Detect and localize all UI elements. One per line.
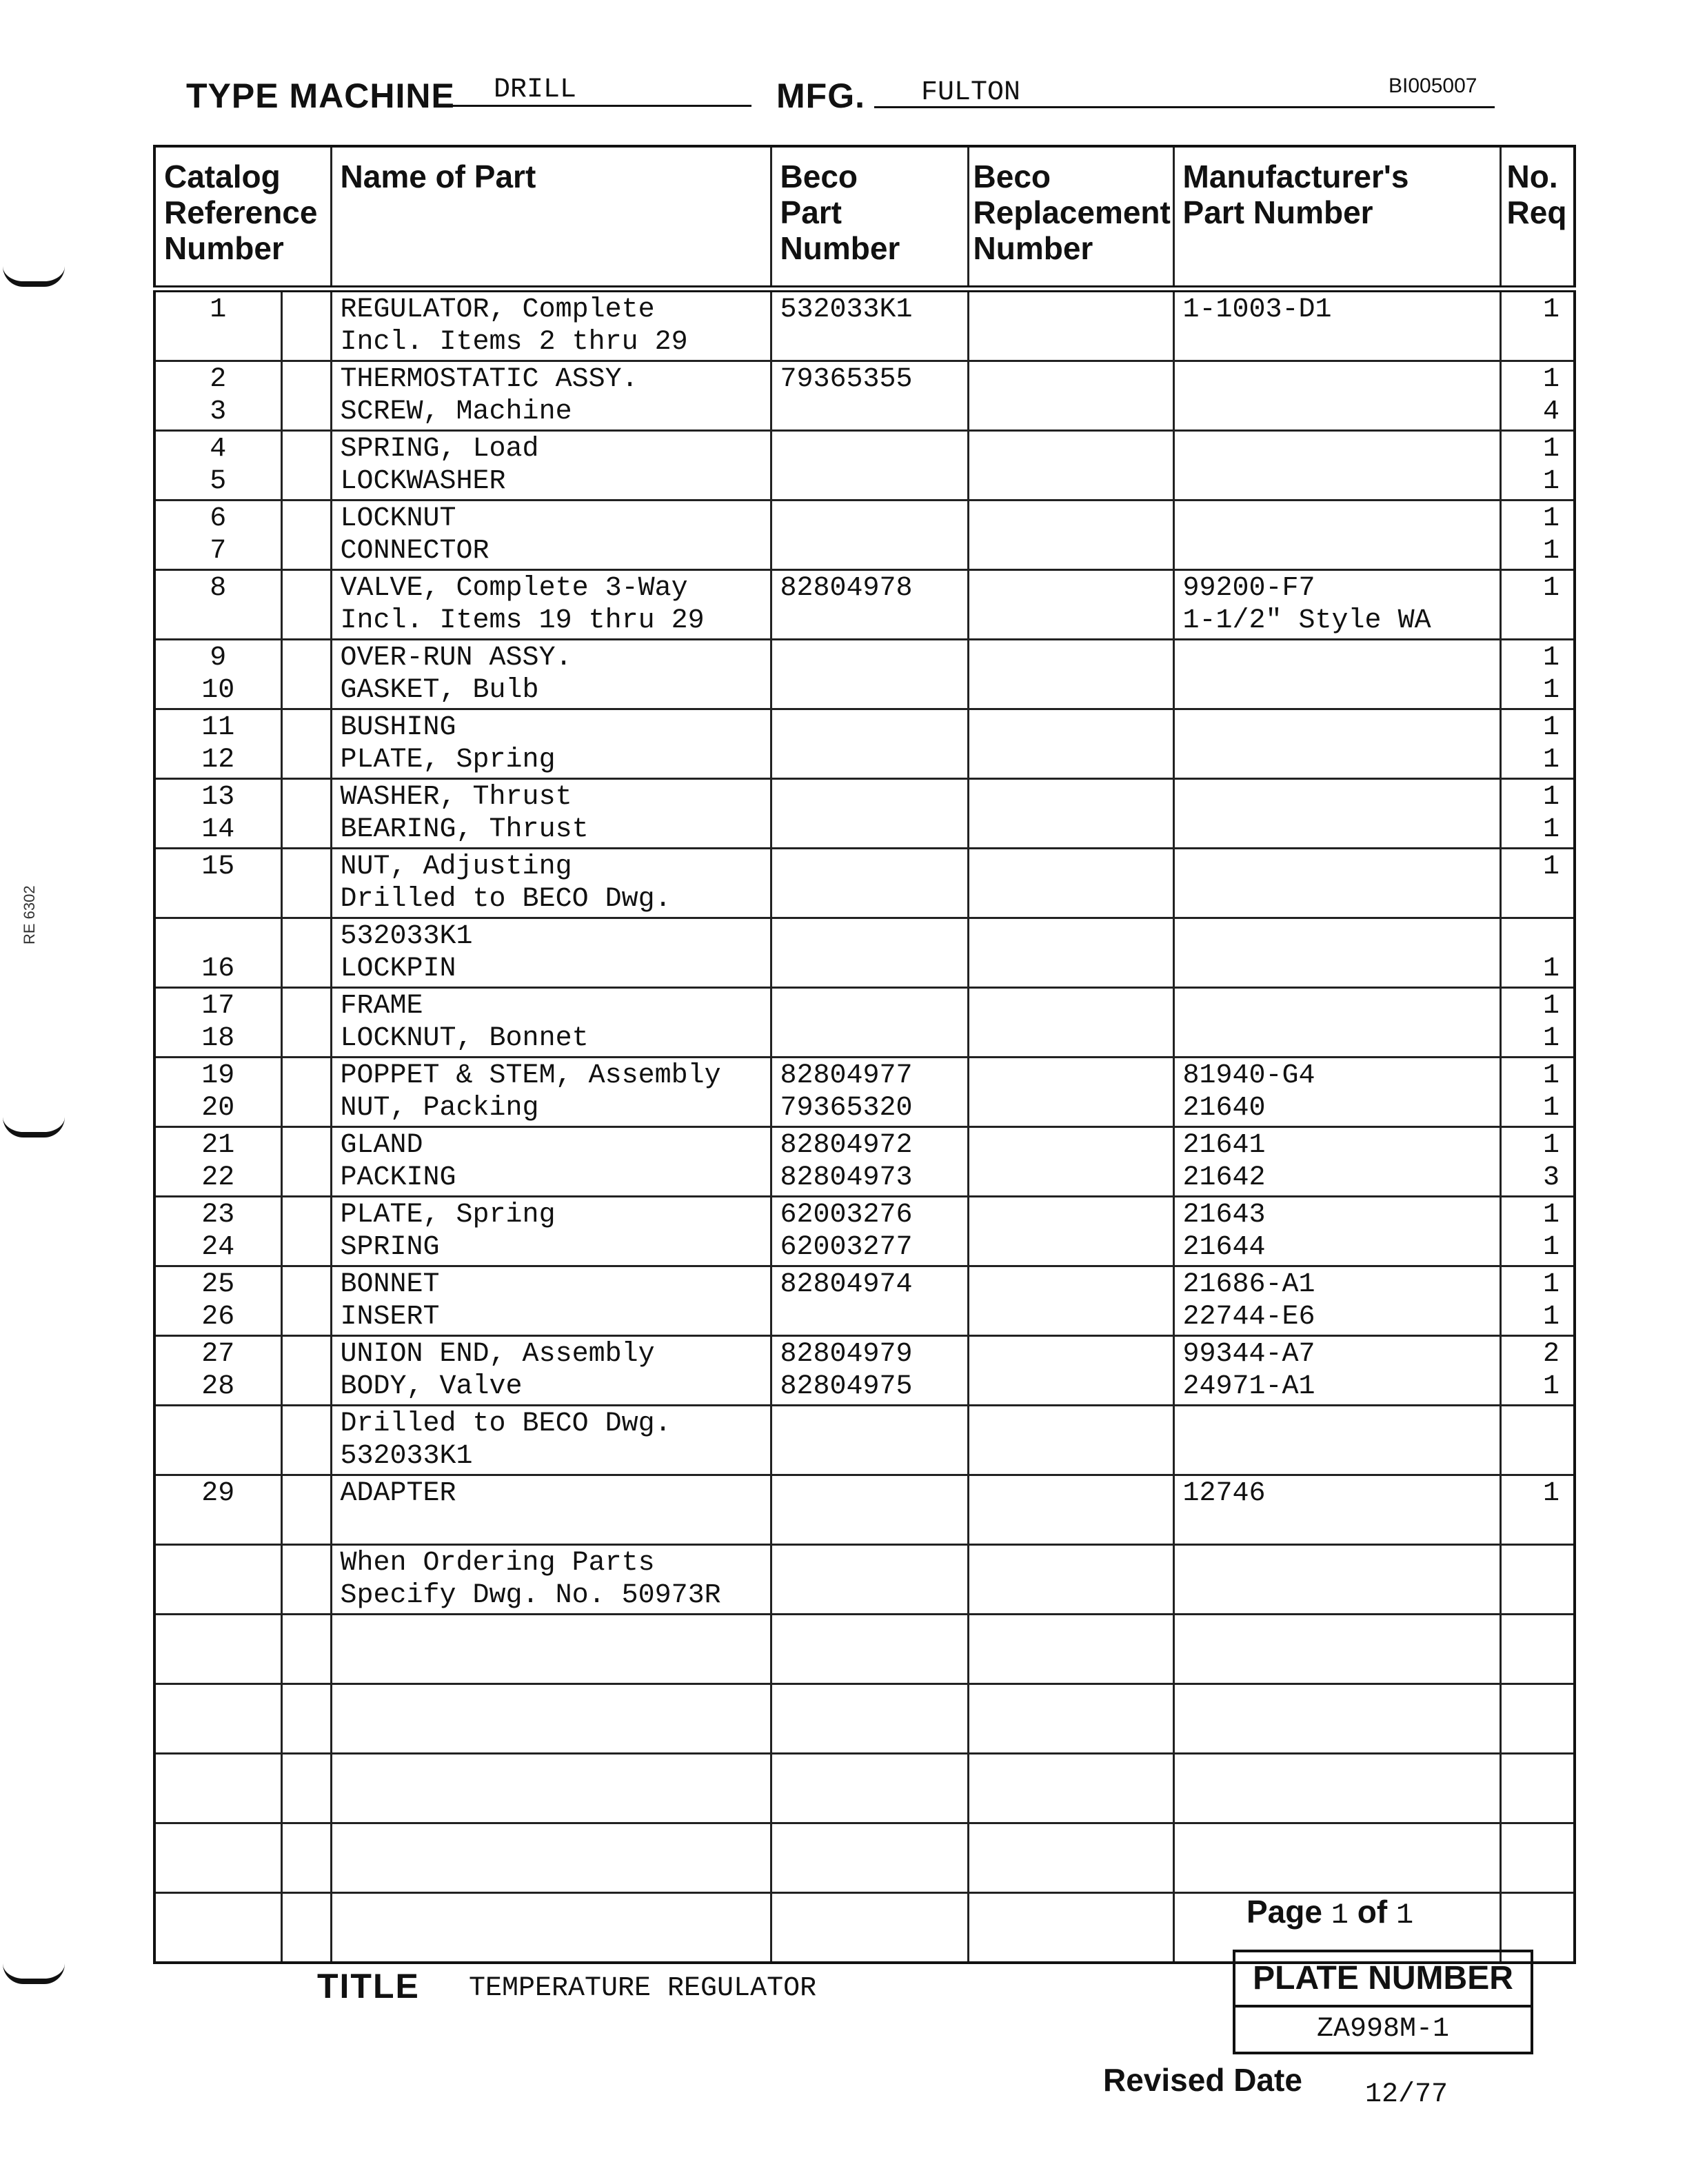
cell-catalog-ref: 27 28 (154, 1336, 281, 1406)
cell-catalog-ref: 1 (154, 289, 281, 361)
cell-sub-ref (281, 1336, 331, 1406)
cell-catalog-ref (154, 1545, 281, 1615)
cell-sub-ref (281, 1754, 331, 1823)
cell-part-name: POPPET & STEM, Assembly NUT, Packing (331, 1058, 771, 1127)
cell-beco-part: 82804972 82804973 (771, 1127, 968, 1197)
cell-mfr-part: 12746 (1173, 1475, 1500, 1545)
cell-beco-replacement (968, 709, 1173, 779)
cell-beco-replacement (968, 849, 1173, 918)
cell-beco-part (771, 1475, 968, 1545)
cell-beco-replacement (968, 1058, 1173, 1127)
cell-mfr-part (1173, 361, 1500, 431)
cell-part-name: REGULATOR, Complete Incl. Items 2 thru 29 (331, 289, 771, 361)
table-row (154, 779, 1575, 849)
cell-no-req: 1 1 (1500, 709, 1575, 779)
cell-sub-ref (281, 779, 331, 849)
title-value: TEMPERATURE REGULATOR (469, 1973, 817, 2004)
cell-mfr-part (1173, 1615, 1500, 1684)
cell-catalog-ref: 11 12 (154, 709, 281, 779)
table-row (154, 1406, 1575, 1475)
cell-part-name: BUSHING PLATE, Spring (331, 709, 771, 779)
cell-beco-replacement (968, 640, 1173, 709)
table-row (154, 1684, 1575, 1754)
cell-beco-replacement (968, 1127, 1173, 1197)
col-header-beco-part: Beco Part Number (771, 146, 968, 289)
cell-beco-part (771, 640, 968, 709)
page-label: Page (1246, 1894, 1322, 1930)
cell-part-name: When Ordering Parts Specify Dwg. No. 50973R (331, 1545, 771, 1615)
parts-table (153, 145, 1576, 1964)
cell-no-req: 1 (1500, 1475, 1575, 1545)
cell-no-req: 1 1 (1500, 1266, 1575, 1336)
type-machine-underline (452, 105, 751, 107)
cell-beco-part (771, 849, 968, 918)
cell-catalog-ref: 6 7 (154, 501, 281, 570)
cell-mfr-part: 21643 21644 (1173, 1197, 1500, 1266)
cell-beco-replacement (968, 988, 1173, 1058)
mfg-underline (874, 106, 1495, 108)
cell-catalog-ref: 19 20 (154, 1058, 281, 1127)
cell-part-name: LOCKNUT CONNECTOR (331, 501, 771, 570)
cell-sub-ref (281, 1058, 331, 1127)
table-row (154, 570, 1575, 640)
cell-mfr-part: 81940-G4 21640 (1173, 1058, 1500, 1127)
cell-part-name: WASHER, Thrust BEARING, Thrust (331, 779, 771, 849)
cell-no-req: 1 1 (1500, 431, 1575, 501)
cell-mfr-part (1173, 918, 1500, 988)
cell-beco-part: 82804974 (771, 1266, 968, 1336)
cell-no-req: 1 1 (1500, 779, 1575, 849)
side-stamp: RE 6302 (21, 885, 38, 944)
cell-sub-ref (281, 918, 331, 988)
cell-part-name (331, 1754, 771, 1823)
cell-sub-ref (281, 1406, 331, 1475)
cell-mfr-part (1173, 431, 1500, 501)
cell-catalog-ref (154, 1754, 281, 1823)
cell-catalog-ref (154, 1406, 281, 1475)
type-machine-label: TYPE MACHINE (186, 77, 455, 115)
table-row (154, 1754, 1575, 1823)
cell-part-name: GLAND PACKING (331, 1127, 771, 1197)
cell-sub-ref (281, 431, 331, 501)
cell-sub-ref (281, 570, 331, 640)
cell-beco-part (771, 918, 968, 988)
cell-no-req (1500, 1684, 1575, 1754)
cell-catalog-ref: 13 14 (154, 779, 281, 849)
table-row (154, 501, 1575, 570)
cell-mfr-part (1173, 988, 1500, 1058)
cell-beco-replacement (968, 289, 1173, 361)
cell-beco-replacement (968, 1475, 1173, 1545)
cell-sub-ref (281, 1684, 331, 1754)
table-row (154, 1615, 1575, 1684)
cell-no-req (1500, 1545, 1575, 1615)
cell-part-name: 532033K1 LOCKPIN (331, 918, 771, 988)
type-machine-value: DRILL (494, 74, 577, 105)
table-row (154, 1475, 1575, 1545)
cell-mfr-part: 99344-A7 24971-A1 (1173, 1336, 1500, 1406)
cell-catalog-ref: 9 10 (154, 640, 281, 709)
cell-catalog-ref (154, 1893, 281, 1963)
cell-beco-replacement (968, 779, 1173, 849)
cell-mfr-part (1173, 849, 1500, 918)
cell-part-name (331, 1893, 771, 1963)
cell-no-req: 1 1 (1500, 1197, 1575, 1266)
col-header-mfr-part: Manufacturer's Part Number (1173, 146, 1500, 289)
cell-sub-ref (281, 1615, 331, 1684)
table-row (154, 849, 1575, 918)
cell-part-name (331, 1615, 771, 1684)
cell-mfr-part (1173, 501, 1500, 570)
table-row (154, 1336, 1575, 1406)
cell-sub-ref (281, 988, 331, 1058)
cell-beco-replacement (968, 361, 1173, 431)
table-row (154, 1823, 1575, 1893)
cell-beco-part: 82804977 79365320 (771, 1058, 968, 1127)
cell-sub-ref (281, 640, 331, 709)
cell-sub-ref (281, 1893, 331, 1963)
col-header-catalog-ref: Catalog Reference Number (154, 146, 331, 289)
cell-part-name: OVER-RUN ASSY. GASKET, Bulb (331, 640, 771, 709)
cell-sub-ref (281, 1197, 331, 1266)
table-row (154, 1266, 1575, 1336)
cell-beco-replacement (968, 1615, 1173, 1684)
table-row (154, 918, 1575, 988)
cell-no-req: 1 1 (1500, 501, 1575, 570)
plate-number-box (1233, 1950, 1533, 2054)
cell-sub-ref (281, 1823, 331, 1893)
cell-beco-part (771, 779, 968, 849)
table-row (154, 1127, 1575, 1197)
cell-no-req: 2 1 (1500, 1336, 1575, 1406)
cell-no-req: 1 (1500, 849, 1575, 918)
cell-sub-ref (281, 1127, 331, 1197)
cell-no-req: 1 (1500, 918, 1575, 988)
cell-beco-part (771, 988, 968, 1058)
cell-beco-part (771, 501, 968, 570)
cell-beco-part: 82804978 (771, 570, 968, 640)
cell-catalog-ref: 8 (154, 570, 281, 640)
cell-catalog-ref: 23 24 (154, 1197, 281, 1266)
cell-catalog-ref: 25 26 (154, 1266, 281, 1336)
cell-mfr-part (1173, 1754, 1500, 1823)
document-id: BI005007 (1389, 74, 1477, 97)
revised-date-label: Revised Date (1103, 2062, 1302, 2098)
cell-beco-part (771, 1893, 968, 1963)
cell-beco-part: 82804979 82804975 (771, 1336, 968, 1406)
cell-beco-replacement (968, 1545, 1173, 1615)
col-header-name: Name of Part (331, 146, 771, 289)
cell-no-req (1500, 1615, 1575, 1684)
cell-catalog-ref: 17 18 (154, 988, 281, 1058)
binder-hole-mark-top (3, 266, 65, 287)
table-row (154, 1545, 1575, 1615)
cell-sub-ref (281, 849, 331, 918)
cell-part-name: Drilled to BECO Dwg. 532033K1 (331, 1406, 771, 1475)
cell-beco-part (771, 1406, 968, 1475)
cell-beco-replacement (968, 1893, 1173, 1963)
cell-sub-ref (281, 709, 331, 779)
cell-beco-part (771, 1823, 968, 1893)
cell-sub-ref (281, 361, 331, 431)
cell-beco-part (771, 1545, 968, 1615)
cell-mfr-part: 99200-F7 1-1/2" Style WA (1173, 570, 1500, 640)
cell-mfr-part (1173, 640, 1500, 709)
cell-mfr-part (1173, 779, 1500, 849)
table-row (154, 1058, 1575, 1127)
page-total: 1 (1395, 1899, 1414, 1932)
cell-sub-ref (281, 289, 331, 361)
cell-beco-replacement (968, 570, 1173, 640)
title-label: TITLE (317, 1967, 420, 2005)
page-indicator (1246, 1893, 1413, 1932)
cell-part-name: VALVE, Complete 3-Way Incl. Items 19 thru 29 (331, 570, 771, 640)
table-row (154, 640, 1575, 709)
cell-sub-ref (281, 501, 331, 570)
cell-no-req: 1 (1500, 570, 1575, 640)
cell-mfr-part (1173, 1823, 1500, 1893)
cell-no-req: 1 1 (1500, 988, 1575, 1058)
cell-beco-part (771, 1684, 968, 1754)
cell-catalog-ref (154, 1615, 281, 1684)
cell-no-req: 1 1 (1500, 640, 1575, 709)
page-of: of (1357, 1894, 1388, 1930)
table-row (154, 361, 1575, 431)
cell-beco-replacement (968, 918, 1173, 988)
cell-beco-part: 79365355 (771, 361, 968, 431)
cell-sub-ref (281, 1266, 331, 1336)
cell-catalog-ref: 4 5 (154, 431, 281, 501)
cell-part-name: PLATE, Spring SPRING (331, 1197, 771, 1266)
cell-mfr-part (1173, 709, 1500, 779)
cell-mfr-part (1173, 1684, 1500, 1754)
cell-mfr-part (1173, 1406, 1500, 1475)
cell-beco-part (771, 709, 968, 779)
table-row (154, 289, 1575, 361)
cell-beco-replacement (968, 501, 1173, 570)
cell-catalog-ref: 2 3 (154, 361, 281, 431)
col-header-beco-replacement: Beco Replacement Number (968, 146, 1173, 289)
binder-hole-mark-bottom (3, 1963, 65, 1984)
cell-part-name (331, 1684, 771, 1754)
cell-beco-replacement (968, 1754, 1173, 1823)
mfg-value: FULTON (921, 77, 1021, 108)
cell-part-name: UNION END, Assembly BODY, Valve (331, 1336, 771, 1406)
cell-catalog-ref: 29 (154, 1475, 281, 1545)
cell-catalog-ref: 16 (154, 918, 281, 988)
cell-beco-part: 62003276 62003277 (771, 1197, 968, 1266)
cell-beco-replacement (968, 431, 1173, 501)
cell-part-name: ADAPTER (331, 1475, 771, 1545)
cell-sub-ref (281, 1475, 331, 1545)
cell-part-name: THERMOSTATIC ASSY. SCREW, Machine (331, 361, 771, 431)
revised-date-value: 12/77 (1365, 2079, 1448, 2110)
page-current: 1 (1331, 1899, 1349, 1932)
cell-beco-part (771, 1615, 968, 1684)
table-row (154, 709, 1575, 779)
cell-catalog-ref (154, 1823, 281, 1893)
cell-mfr-part: 1-1003-D1 (1173, 289, 1500, 361)
cell-mfr-part (1173, 1545, 1500, 1615)
cell-beco-replacement (968, 1266, 1173, 1336)
cell-no-req (1500, 1823, 1575, 1893)
col-header-no-req: No. Req (1500, 146, 1575, 289)
cell-beco-replacement (968, 1823, 1173, 1893)
cell-no-req (1500, 1754, 1575, 1823)
cell-mfr-part: 21641 21642 (1173, 1127, 1500, 1197)
cell-catalog-ref (154, 1684, 281, 1754)
plate-number-value: ZA998M-1 (1316, 2014, 1450, 2045)
table-header-row (154, 146, 1575, 289)
cell-part-name: NUT, Adjusting Drilled to BECO Dwg. (331, 849, 771, 918)
cell-beco-part (771, 1754, 968, 1823)
cell-mfr-part: 21686-A1 22744-E6 (1173, 1266, 1500, 1336)
mfg-label: MFG. (776, 77, 865, 115)
cell-beco-replacement (968, 1336, 1173, 1406)
binder-hole-mark-middle (3, 1117, 65, 1138)
plate-number-label: PLATE NUMBER (1235, 1952, 1531, 2008)
cell-part-name (331, 1823, 771, 1893)
cell-no-req: 1 1 (1500, 1058, 1575, 1127)
table-row (154, 1197, 1575, 1266)
cell-part-name: SPRING, Load LOCKWASHER (331, 431, 771, 501)
cell-beco-replacement (968, 1684, 1173, 1754)
cell-beco-part: 532033K1 (771, 289, 968, 361)
cell-part-name: FRAME LOCKNUT, Bonnet (331, 988, 771, 1058)
cell-sub-ref (281, 1545, 331, 1615)
cell-no-req: 1 4 (1500, 361, 1575, 431)
cell-catalog-ref: 21 22 (154, 1127, 281, 1197)
cell-no-req (1500, 1406, 1575, 1475)
table-row (154, 988, 1575, 1058)
cell-beco-replacement (968, 1406, 1173, 1475)
cell-beco-replacement (968, 1197, 1173, 1266)
cell-no-req: 1 (1500, 289, 1575, 361)
cell-catalog-ref: 15 (154, 849, 281, 918)
cell-part-name: BONNET INSERT (331, 1266, 771, 1336)
cell-beco-part (771, 431, 968, 501)
table-row (154, 431, 1575, 501)
cell-no-req: 1 3 (1500, 1127, 1575, 1197)
